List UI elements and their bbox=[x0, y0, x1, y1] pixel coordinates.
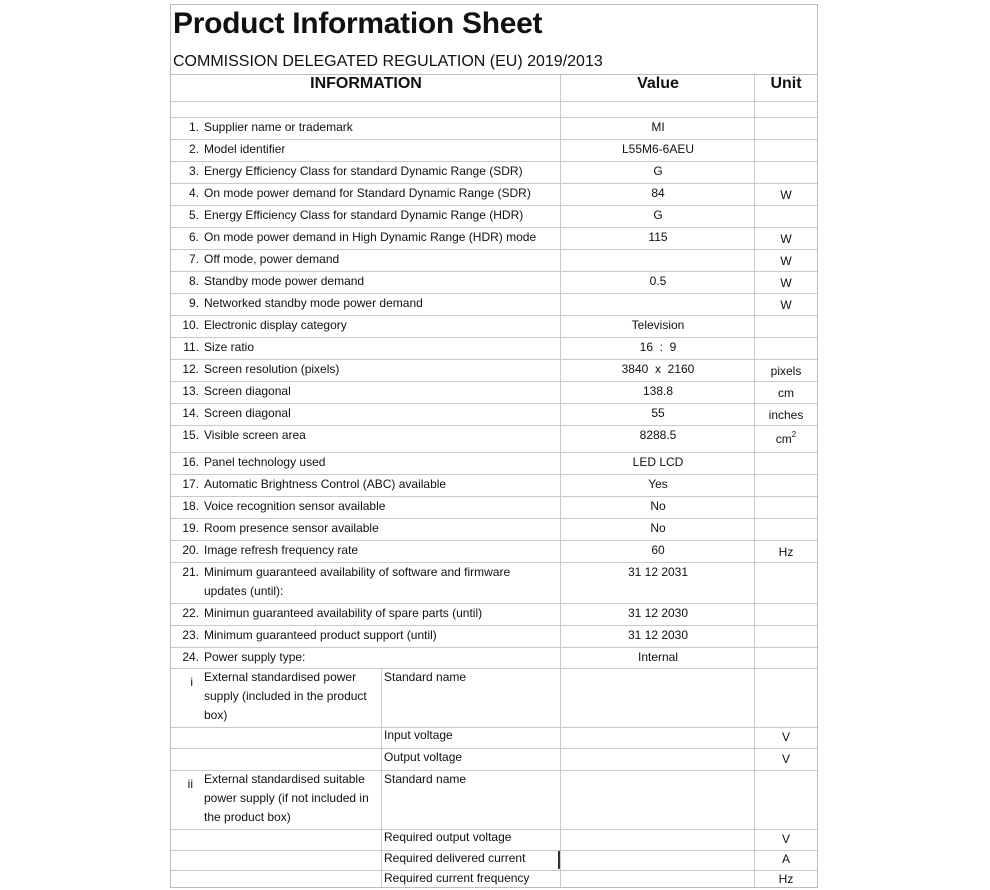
row-value: 8288.5 bbox=[639, 428, 677, 442]
row-number: 12. bbox=[182, 362, 199, 376]
row-label: Supplier name or trademark bbox=[204, 120, 353, 134]
psu-inner-separator bbox=[381, 668, 382, 887]
psu-ii-standard-name: Standard name bbox=[384, 772, 467, 786]
psu-i-input-voltage-unit: V bbox=[781, 730, 790, 744]
row-value: Television bbox=[631, 318, 685, 332]
row-number: 9. bbox=[188, 296, 199, 310]
row-label: Energy Efficiency Class for standard Dynamic Range (SDR) bbox=[204, 164, 523, 178]
row-number: 24. bbox=[182, 650, 199, 664]
row-label: Screen diagonal bbox=[204, 384, 291, 398]
psu-ii-line-1: External standardised suitable bbox=[204, 772, 365, 786]
row-unit bbox=[755, 274, 817, 293]
row-label: Voice recognition sensor available bbox=[204, 499, 386, 513]
row-value: 84 bbox=[651, 186, 665, 200]
row-number: 15. bbox=[182, 428, 199, 442]
row-number: 1. bbox=[188, 120, 199, 134]
row-value: 0.5 bbox=[649, 274, 667, 288]
row-number: 3. bbox=[188, 164, 199, 178]
row-number: 21. bbox=[182, 565, 199, 579]
row-value: 60 bbox=[651, 543, 665, 557]
psu-ii-required-current-frequency-unit: Hz bbox=[778, 872, 794, 886]
psu-i-output-voltage: Output voltage bbox=[384, 750, 463, 764]
row-unit bbox=[755, 252, 817, 271]
column-header-unit: Unit bbox=[770, 75, 802, 92]
row-unit bbox=[755, 543, 817, 562]
row-number: 18. bbox=[182, 499, 199, 513]
cell-marker bbox=[558, 851, 560, 869]
row-unit-text: Hz bbox=[778, 545, 794, 559]
row-unit bbox=[755, 186, 817, 205]
psu-ii-required-output-voltage: Required output voltage bbox=[384, 830, 512, 844]
row-label: Electronic display category bbox=[204, 318, 347, 332]
row-value: No bbox=[650, 499, 666, 513]
regulation-subtitle: COMMISSION DELEGATED REGULATION (EU) 2019/2013 bbox=[173, 53, 603, 70]
row-label-continued: updates (until): bbox=[204, 584, 284, 598]
psu-ii-line-3: the product box) bbox=[204, 810, 291, 824]
row-number: 20. bbox=[182, 543, 199, 557]
row-unit bbox=[755, 362, 817, 381]
row-number: 13. bbox=[182, 384, 199, 398]
row-label: Screen diagonal bbox=[204, 406, 291, 420]
row-label: On mode power demand in High Dynamic Range (HDR) mode bbox=[204, 230, 537, 244]
row-unit-superscript: 2 bbox=[791, 430, 797, 439]
row-unit bbox=[755, 296, 817, 315]
row-unit bbox=[755, 384, 817, 403]
row-unit-text: W bbox=[780, 254, 792, 268]
row-number: 7. bbox=[188, 252, 199, 266]
psu-ii-marker: ii bbox=[187, 777, 193, 791]
row-label: Model identifier bbox=[204, 142, 286, 156]
product-information-sheet bbox=[170, 4, 818, 888]
psu-i-line-2: supply (included in the product bbox=[204, 689, 367, 703]
row-unit-text: cm bbox=[775, 432, 792, 446]
psu-ii-required-output-voltage-unit: V bbox=[781, 832, 790, 846]
row-number: 2. bbox=[188, 142, 199, 156]
header-divider bbox=[171, 101, 817, 102]
row-unit-text: W bbox=[780, 232, 792, 246]
row-label: Screen resolution (pixels) bbox=[204, 362, 340, 376]
row-label: Automatic Brightness Control (ABC) available bbox=[204, 477, 447, 491]
row-value: 138.8 bbox=[642, 384, 674, 398]
row-unit-text: inches bbox=[768, 408, 804, 422]
row-label: Minimum guaranteed product support (until) bbox=[204, 628, 437, 642]
row-number: 11. bbox=[183, 340, 199, 354]
psu-i-standard-name: Standard name bbox=[384, 670, 467, 684]
row-number: 22. bbox=[182, 606, 199, 620]
row-number: 6. bbox=[188, 230, 199, 244]
row-value: 31 12 2030 bbox=[627, 606, 689, 620]
row-value: No bbox=[650, 521, 666, 535]
row-label: Networked standby mode power demand bbox=[204, 296, 423, 310]
row-label: Image refresh frequency rate bbox=[204, 543, 359, 557]
row-value: 31 12 2031 bbox=[627, 565, 689, 579]
row-unit-text: W bbox=[780, 276, 792, 290]
row-label: On mode power demand for Standard Dynamic Range (SDR) bbox=[204, 186, 531, 200]
row-unit bbox=[755, 406, 817, 425]
row-number: 10. bbox=[182, 318, 199, 332]
row-value: Yes bbox=[648, 477, 668, 491]
psu-ii-required-delivered-current: Required delivered current bbox=[384, 851, 526, 865]
row-value: MI bbox=[651, 120, 665, 134]
row-value: Internal bbox=[637, 650, 679, 664]
row-value: G bbox=[653, 164, 663, 178]
psu-i-input-voltage: Input voltage bbox=[384, 728, 453, 742]
psu-i-marker: i bbox=[190, 675, 193, 689]
row-number: 4. bbox=[188, 186, 199, 200]
row-value: 3840 x 2160 bbox=[621, 362, 695, 376]
row-value: 16 : 9 bbox=[639, 340, 677, 354]
psu-i-line-3: box) bbox=[204, 708, 228, 722]
row-label: Panel technology used bbox=[204, 455, 326, 469]
row-label: Room presence sensor available bbox=[204, 521, 379, 535]
row-value: 115 bbox=[648, 230, 668, 244]
row-value: G bbox=[653, 208, 663, 222]
row-label: Minimun guaranteed availability of spare parts (until) bbox=[204, 606, 483, 620]
row-value: LED LCD bbox=[632, 455, 684, 469]
row-label: Visible screen area bbox=[204, 428, 306, 442]
row-label: Size ratio bbox=[204, 340, 255, 354]
row-unit-text: W bbox=[780, 188, 792, 202]
row-unit-text: W bbox=[780, 298, 792, 312]
row-number: 19. bbox=[182, 521, 199, 535]
row-unit-text: pixels bbox=[770, 364, 802, 378]
row-divider bbox=[171, 727, 817, 728]
row-number: 8. bbox=[188, 274, 199, 288]
row-number: 5. bbox=[188, 208, 199, 222]
psu-i-line-1: External standardised power bbox=[204, 670, 357, 684]
column-header-value: Value bbox=[637, 75, 679, 92]
row-unit bbox=[755, 430, 817, 450]
row-value: 55 bbox=[651, 406, 665, 420]
row-value: 31 12 2030 bbox=[627, 628, 689, 642]
row-number: 23. bbox=[182, 628, 199, 642]
row-divider bbox=[171, 748, 817, 749]
row-label: Off mode, power demand bbox=[204, 252, 340, 266]
row-label: Energy Efficiency Class for standard Dynamic Range (HDR) bbox=[204, 208, 524, 222]
row-number: 14. bbox=[182, 406, 199, 420]
row-unit-text: cm bbox=[778, 386, 794, 400]
psu-ii-line-2: power supply (if not included in bbox=[204, 791, 369, 805]
row-number: 16. bbox=[182, 455, 199, 469]
row-label: Minimum guaranteed availability of software and firmware bbox=[204, 565, 511, 579]
row-number: 17. bbox=[182, 477, 199, 491]
row-label: Power supply type: bbox=[204, 650, 306, 664]
page-title: Product Information Sheet bbox=[173, 7, 543, 40]
row-unit bbox=[755, 230, 817, 249]
psu-ii-required-delivered-current-unit: A bbox=[781, 852, 790, 866]
column-header-information: INFORMATION bbox=[310, 75, 422, 92]
row-value: L55M6-6AEU bbox=[621, 142, 695, 156]
row-label: Standby mode power demand bbox=[204, 274, 365, 288]
psu-i-output-voltage-unit: V bbox=[781, 752, 790, 766]
psu-ii-required-current-frequency: Required current frequency bbox=[384, 871, 530, 885]
